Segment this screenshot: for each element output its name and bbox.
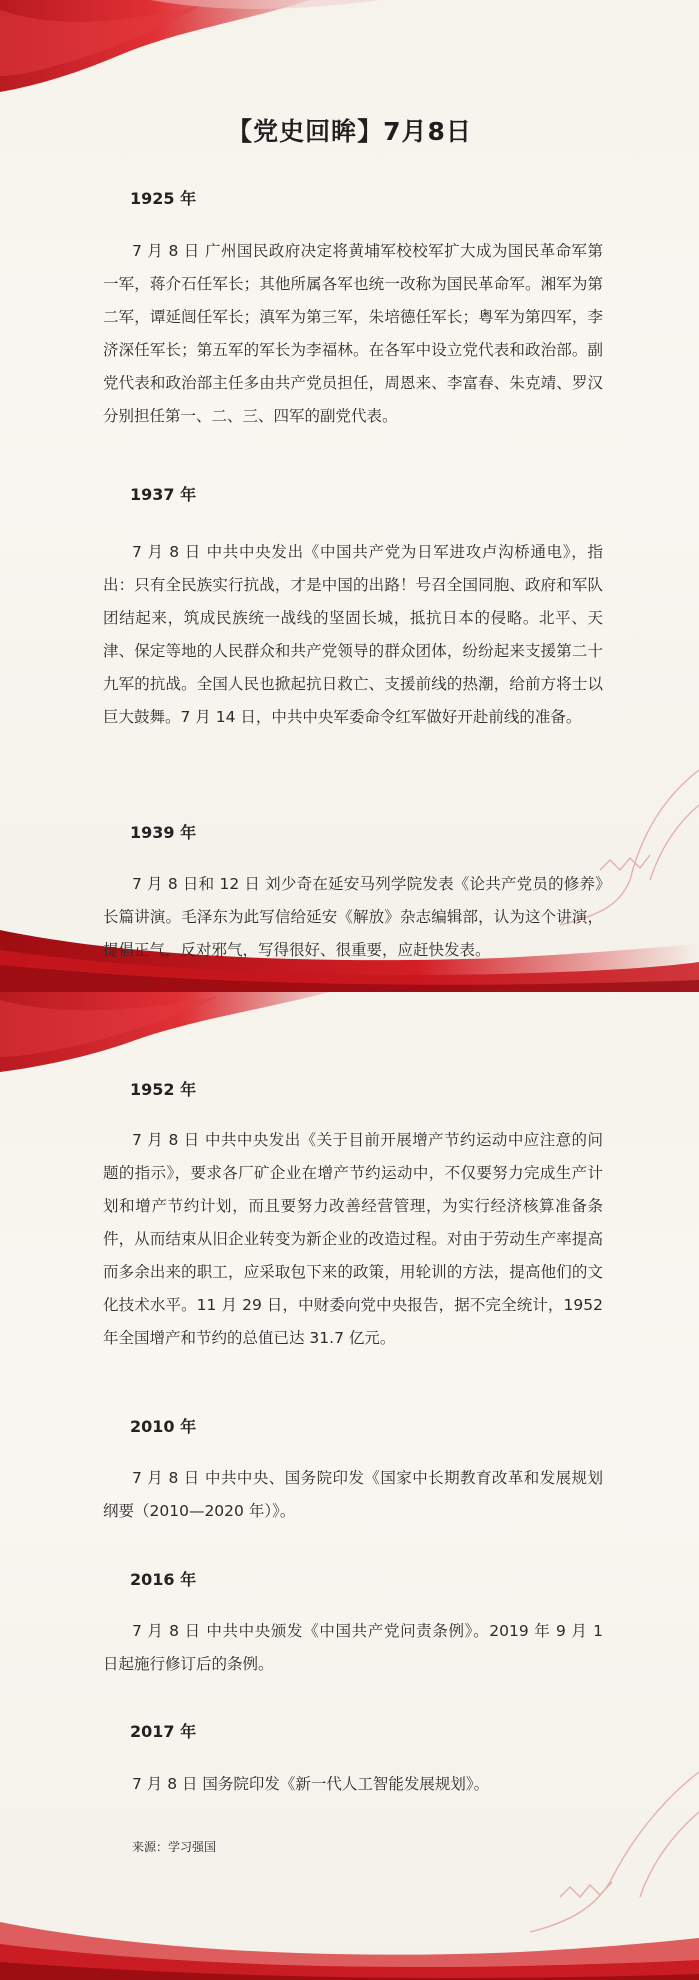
paragraph-1939: 7 月 8 日和 12 日 刘少奇在延安马列学院发表《论共产党员的修养》长篇讲演。毛泽东为此写信给延安《解放》杂志编辑部，认为这个讲演，提倡正气，反对邪气，写得很好、很重要，应赶快发表。 <box>103 875 603 959</box>
paragraph-1952: 7 月 8 日 中共中央发出《关于目前开展增产节约运动中应注意的问题的指示》，要求各厂矿企业在增产节约运动中，不仅要努力完成生产计划和增产节约计划，而且要努力改善经营管理，为实行经济核算准备条件，从而结束从旧企业转变为新企业的改造过程。对由于劳动生产率提高而多余出来的职工，应采取包下来的政策，用轮训的方法，提高他们的文化技术水平。11 月 29 日，中财委向党中央报告，据不完全统计，1952 年全国增产和节约的总值已达 31.7 亿元。 <box>103 1131 603 1347</box>
year-heading-2017: 2017 年 <box>130 1722 197 1741</box>
page-panel-2 <box>0 992 699 1980</box>
year-heading-1925: 1925 年 <box>130 189 197 208</box>
paragraph-1925: 7 月 8 日 广州国民政府决定将黄埔军校校军扩大成为国民革命军第一军，蒋介石任军长；其他所属各军也统一改称为国民革命军。湘军为第二军，谭延闿任军长；滇军为第三军，朱培德任军长；粤军为第四军，李济深任军长；第五军的军长为李福林。在各军中设立党代表和政治部。副党代表和政治部主任多由共产党员担任，周恩来、李富春、朱克靖、罗汉分别担任第一、二、三、四军的副党代表。 <box>103 242 603 425</box>
paragraph-2016: 7 月 8 日 中共中央颁发《中国共产党问责条例》。2019 年 9 月 1 日起施行修订后的条例。 <box>103 1622 603 1673</box>
paragraph-2010: 7 月 8 日 中共中央、国务院印发《国家中长期教育改革和发展规划纲要（2010—2020 年）》。 <box>103 1469 603 1520</box>
year-heading-1939: 1939 年 <box>130 823 197 842</box>
page-title: 【党史回眸】7月8日 <box>227 117 472 146</box>
year-heading-2016: 2016 年 <box>130 1570 197 1589</box>
paragraph-1937: 7 月 8 日 中共中央发出《中国共产党为日军进攻卢沟桥通电》，指出：只有全民族实行抗战，才是中国的出路！号召全国同胞、政府和军队团结起来，筑成民族统一战线的坚固长城，抵抗日本的侵略。北平、天津、保定等地的人民群众和共产党领导的群众团体，纷纷起来支援第二十九军的抗战。全国人民也掀起抗日救亡、支援前线的热潮，给前方将士以巨大鼓舞。7 月 14 日，中共中央军委命令红军做好开赴前线的准备。 <box>103 543 603 726</box>
source-credit: 来源：学习强国 <box>132 1840 217 1854</box>
paragraph-2017: 7 月 8 日 国务院印发《新一代人工智能发展规划》。 <box>132 1775 490 1793</box>
year-heading-1952: 1952 年 <box>130 1080 197 1099</box>
year-heading-1937: 1937 年 <box>130 485 197 504</box>
year-heading-2010: 2010 年 <box>130 1417 197 1436</box>
